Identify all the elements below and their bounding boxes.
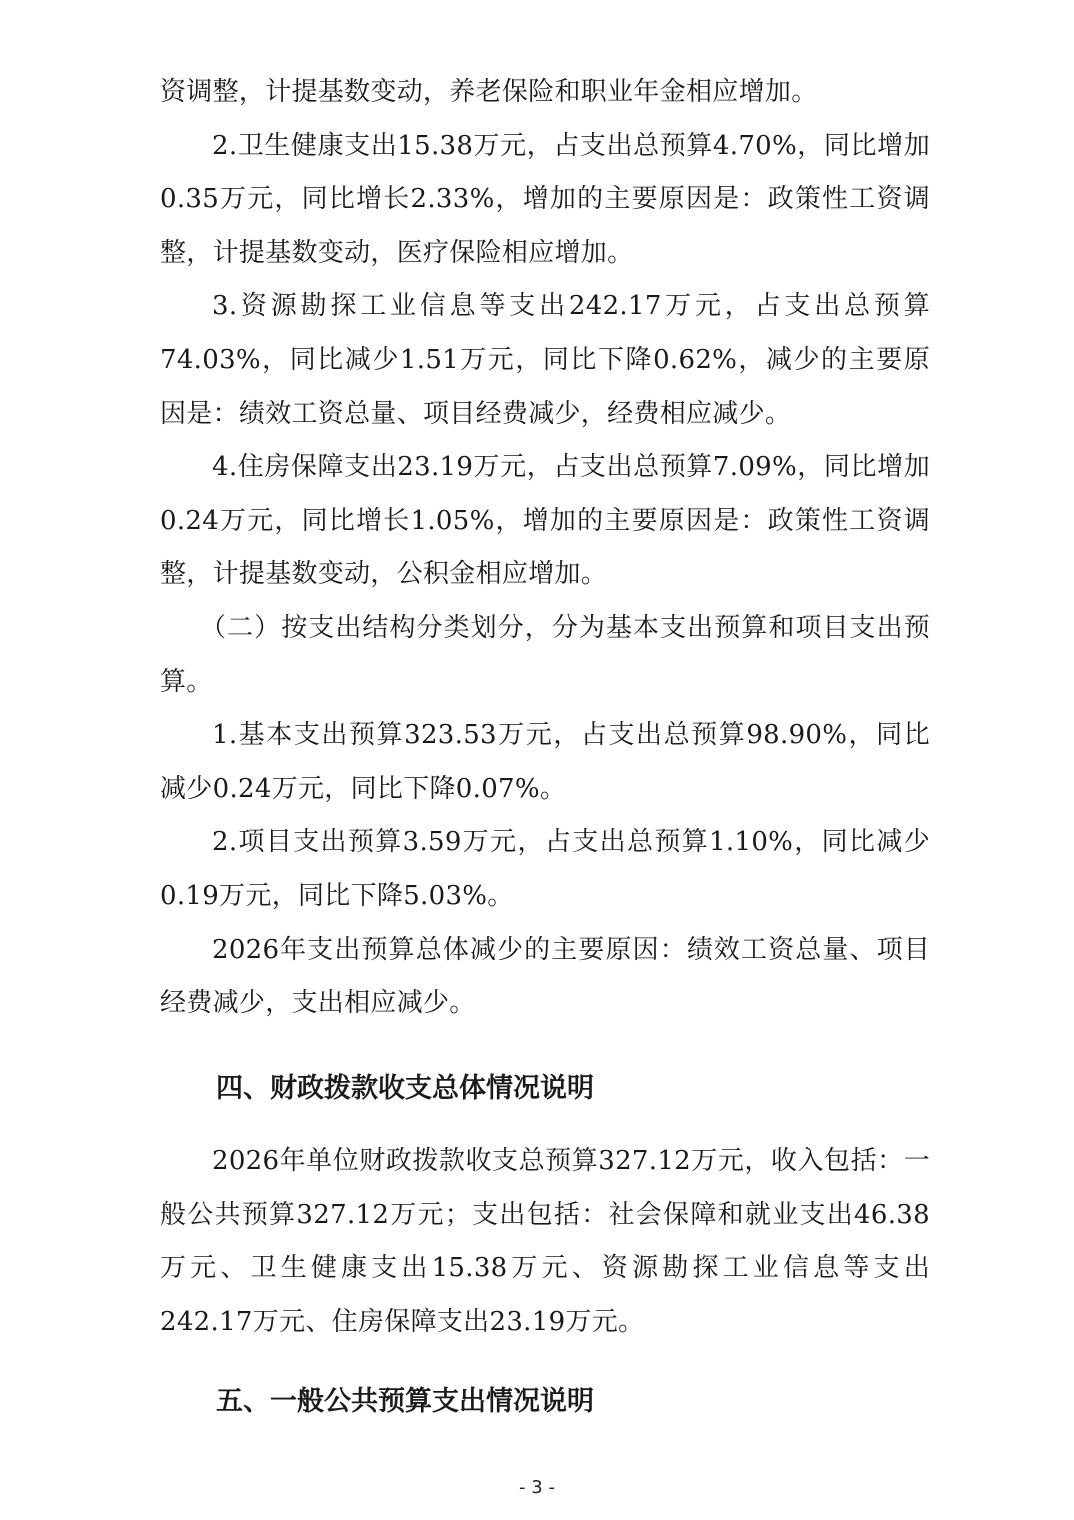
spacer [160, 1350, 930, 1375]
paragraph-decrease-reason: 2026年支出预算总体减少的主要原因：绩效工资总量、项目经费减少，支出相应减少。 [160, 934, 930, 1019]
paragraph-continuation: 资调整，计提基数变动，养老保险和职业年金相应增加。 [160, 77, 818, 107]
paragraph-basic-expense: 1.基本支出预算323.53万元，占支出总预算98.90%，同比减少0.24万元，同比下降0.07%。 [160, 720, 930, 804]
paragraph-project-expense: 2.项目支出预算3.59万元，占支出总预算1.10%，同比减少0.19万元，同比下降5.03%。 [160, 827, 930, 911]
section-heading-4: 四、财政拨款收支总体情况说明 [216, 1072, 594, 1104]
section-heading-5: 五、一般公共预算支出情况说明 [216, 1385, 594, 1417]
paragraph-fiscal-overview: 2026年单位财政拨款收支总预算327.12万元，收入包括：一般公共预算327.12万元；支出包括：社会保障和就业支出46.38万元、卫生健康支出15.38万元、资源勘探工业信息等支出242.17万元、住房保障支出23.19万元。 [160, 1146, 930, 1338]
spacer [160, 1115, 930, 1135]
page-number: - 3 - [519, 1477, 555, 1498]
paragraph-resource-expense: 3.资源勘探工业信息等支出242.17万元，占支出总预算74.03%，同比减少1.51万元，同比下降0.62%，减少的主要原因是：绩效工资总量、项目经费减少，经费相应减少。 [160, 291, 930, 429]
document-page [160, 66, 930, 1428]
spacer [160, 1031, 930, 1062]
paragraph-health-expense: 2.卫生健康支出15.38万元，占支出总预算4.70%，同比增加0.35万元，同比增长2.33%，增加的主要原因是：政策性工资调整，计提基数变动，医疗保险相应增加。 [160, 130, 930, 268]
paragraph-structure-classification: （二）按支出结构分类划分，分为基本支出预算和项目支出预算。 [160, 612, 930, 697]
paragraph-housing-expense: 4.住房保障支出23.19万元，占支出总预算7.09%，同比增加0.24万元，同比增长1.05%，增加的主要原因是：政策性工资调整，计提基数变动，公积金相应增加。 [160, 452, 930, 590]
